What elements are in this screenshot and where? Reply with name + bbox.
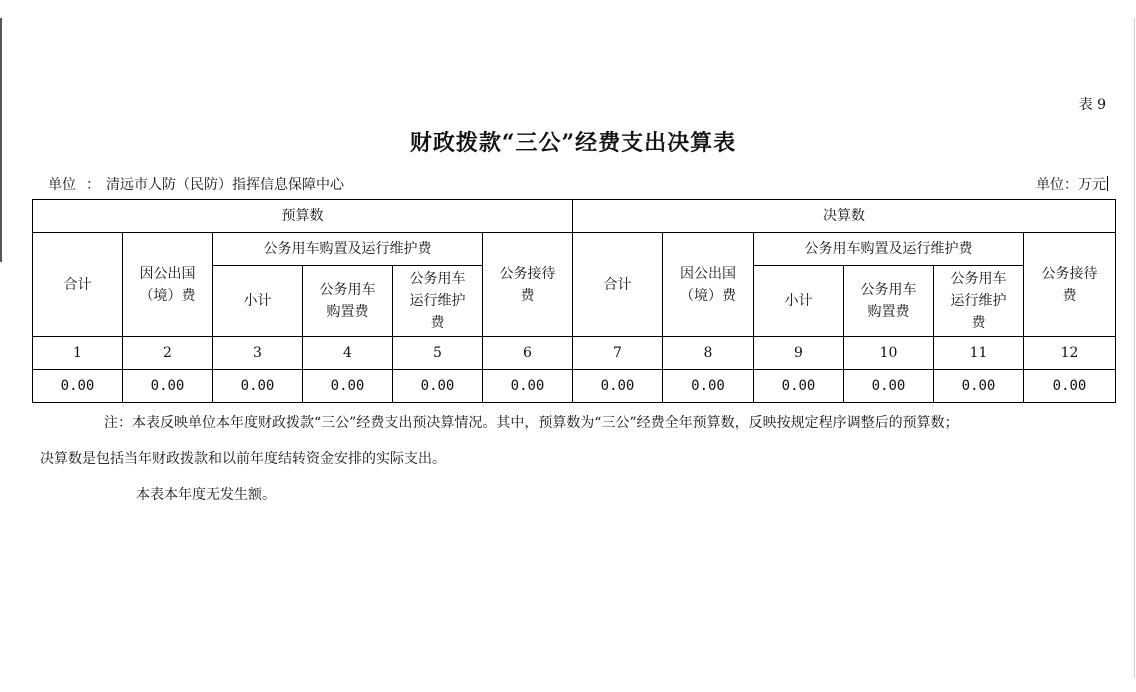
column-number: 4 — [303, 337, 393, 370]
header-budget-reception — [483, 233, 573, 337]
header-final-total: 合计 — [573, 233, 663, 337]
header-final-vehicle-run-line2: 运行维护 — [950, 293, 1007, 309]
text-cursor — [1107, 176, 1108, 191]
column-number: 12 — [1024, 337, 1116, 370]
value-row — [33, 370, 1116, 403]
organization-unit-separator: ： — [86, 177, 100, 193]
value-cell: 0.00 — [303, 370, 393, 403]
value-cell: 0.00 — [573, 370, 663, 403]
value-cell: 0.00 — [844, 370, 934, 403]
document-title: 财政拨款“三公”经费支出决算表 — [409, 130, 737, 156]
header-budget-abroad — [123, 233, 213, 337]
note-paragraph-line-1: 注：本表反映单位本年度财政拨款“三公”经费支出预决算情况。其中，预算数为“三公”经费全年预算数，反映按规定程序调整后的预算数； — [104, 415, 959, 431]
table-number: 表 9 — [1078, 97, 1106, 113]
column-number: 5 — [393, 337, 483, 370]
header-budget-reception-line1: 公务接待 — [499, 265, 556, 282]
table-header-row-1 — [33, 200, 1116, 233]
header-final-reception-line2: 费 — [1062, 287, 1077, 304]
column-number: 1 — [33, 337, 123, 370]
value-cell: 0.00 — [1024, 370, 1116, 403]
header-final-vehicle-buy-line2: 购置费 — [867, 304, 910, 320]
header-final-vehicle-buy-line1: 公务用车 — [860, 282, 917, 298]
value-cell: 0.00 — [934, 370, 1024, 403]
header-budget-vehicle-buy — [303, 266, 393, 337]
column-number: 6 — [483, 337, 573, 370]
value-cell: 0.00 — [663, 370, 754, 403]
header-budget-vehicle-group: 公务用车购置及运行维护费 — [213, 233, 483, 266]
header-final-vehicle-run-line1: 公务用车 — [950, 271, 1007, 287]
header-budget-abroad-line1: 因公出国 — [139, 265, 196, 282]
value-cell: 0.00 — [754, 370, 844, 403]
column-number: 10 — [844, 337, 934, 370]
header-budget-subtotal: 小计 — [213, 266, 303, 337]
header-final-abroad — [663, 233, 754, 337]
header-budget-abroad-line2: （境）费 — [139, 287, 196, 304]
header-final-subtotal: 小计 — [754, 266, 844, 337]
value-cell: 0.00 — [33, 370, 123, 403]
header-budget-vehicle-buy-line1: 公务用车 — [319, 282, 376, 298]
header-final-abroad-line1: 因公出国 — [680, 265, 736, 282]
column-number: 9 — [754, 337, 844, 370]
header-final-vehicle-group: 公务用车购置及运行维护费 — [754, 233, 1024, 266]
value-cell: 0.00 — [483, 370, 573, 403]
header-budget-vehicle-run — [393, 266, 483, 337]
organization-unit-value: 清远市人防（民防）指挥信息保障中心 — [106, 177, 344, 193]
header-budget-vehicle-buy-line2: 购置费 — [326, 304, 369, 320]
column-number: 2 — [123, 337, 213, 370]
header-final: 决算数 — [573, 200, 1116, 233]
currency-unit — [1036, 174, 1108, 194]
column-number-row — [33, 337, 1116, 370]
header-budget-vehicle-run-line1: 公务用车 — [409, 271, 466, 287]
organization-unit — [48, 174, 344, 194]
header-final-vehicle-run-line3: 费 — [971, 315, 986, 331]
value-cell: 0.00 — [123, 370, 213, 403]
currency-unit-text: 单位：万元 — [1036, 177, 1106, 193]
header-final-vehicle-run — [934, 266, 1024, 337]
organization-unit-label: 单位 — [48, 177, 76, 193]
value-cell: 0.00 — [213, 370, 303, 403]
header-budget-reception-line2: 费 — [520, 287, 535, 304]
column-number: 7 — [573, 337, 663, 370]
header-budget-total: 合计 — [33, 233, 123, 337]
page-right-edge — [1134, 18, 1135, 678]
value-cell: 0.00 — [393, 370, 483, 403]
header-budget-vehicle-run-line2: 运行维护 — [409, 293, 466, 309]
column-number: 3 — [213, 337, 303, 370]
table-header-row-2 — [33, 233, 1116, 266]
header-final-reception — [1024, 233, 1116, 337]
header-budget-vehicle-run-line3: 费 — [430, 315, 445, 331]
column-number: 8 — [663, 337, 754, 370]
header-budget: 预算数 — [33, 200, 573, 233]
header-final-reception-line1: 公务接待 — [1041, 265, 1098, 282]
header-final-abroad-line2: （境）费 — [680, 287, 736, 304]
three-public-expenses-table — [32, 199, 1116, 403]
column-number: 11 — [934, 337, 1024, 370]
no-amount-note: 本表本年度无发生额。 — [136, 487, 276, 503]
header-final-vehicle-buy — [844, 266, 934, 337]
note-paragraph-line-2: 决算数是包括当年财政拨款和以前年度结转资金安排的实际支出。 — [40, 451, 446, 467]
